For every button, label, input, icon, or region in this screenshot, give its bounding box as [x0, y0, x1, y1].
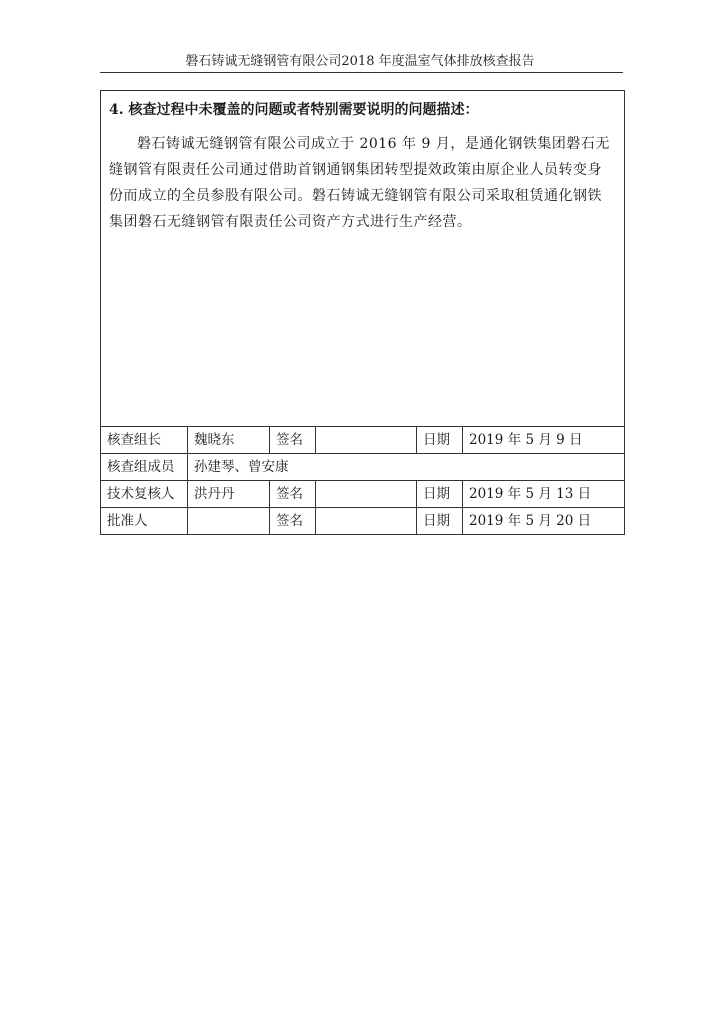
- report-table: [100, 90, 625, 535]
- members-label: 核查组成员: [101, 454, 188, 481]
- approver-label: 批准人: [101, 508, 188, 535]
- header-divider: [100, 72, 623, 73]
- leader-date: 2019 年 5 月 9 日: [463, 427, 625, 454]
- reviewer-name: 洪丹丹: [188, 481, 270, 508]
- page-header-title: 磐石铸诚无缝钢管有限公司2018 年度温室气体排放核查报告: [185, 54, 535, 69]
- approver-date-label: 日期: [417, 508, 463, 535]
- approver-row: [101, 508, 625, 535]
- approver-date: 2019 年 5 月 20 日: [463, 508, 625, 535]
- section-title: 4. 核查过程中未覆盖的问题或者特别需要说明的问题描述：: [109, 102, 479, 118]
- leader-name: 魏晓东: [188, 427, 270, 454]
- reviewer-signature-field: [316, 481, 417, 508]
- approver-name: [188, 508, 270, 535]
- section-content-cell: [101, 91, 625, 427]
- section-body: 磐石铸诚无缝钢管有限公司成立于 2016 年 9 月，是通化钢铁集团磐石无缝钢管有限责任公司通过借助首钢通钢集团转型提效政策由原企业人员转变身份而成立的全员参股有限公司。磐石铸诚无缝钢管有限公司采取租赁通化钢铁集团磐石无缝钢管有限责任公司资产方式进行生产经营。: [109, 136, 610, 230]
- approver-signature-field: [316, 508, 417, 535]
- leader-date-label: 日期: [417, 427, 463, 454]
- members-names: 孙建琴、曾安康: [188, 454, 625, 481]
- section-row: [101, 91, 625, 427]
- members-row: [101, 454, 625, 481]
- reviewer-row: [101, 481, 625, 508]
- approver-sign-label: 签名: [270, 508, 316, 535]
- leader-label: 核查组长: [101, 427, 188, 454]
- reviewer-sign-label: 签名: [270, 481, 316, 508]
- reviewer-label: 技术复核人: [101, 481, 188, 508]
- leader-signature-field: [316, 427, 417, 454]
- leader-row: [101, 427, 625, 454]
- leader-sign-label: 签名: [270, 427, 316, 454]
- reviewer-date: 2019 年 5 月 13 日: [463, 481, 625, 508]
- reviewer-date-label: 日期: [417, 481, 463, 508]
